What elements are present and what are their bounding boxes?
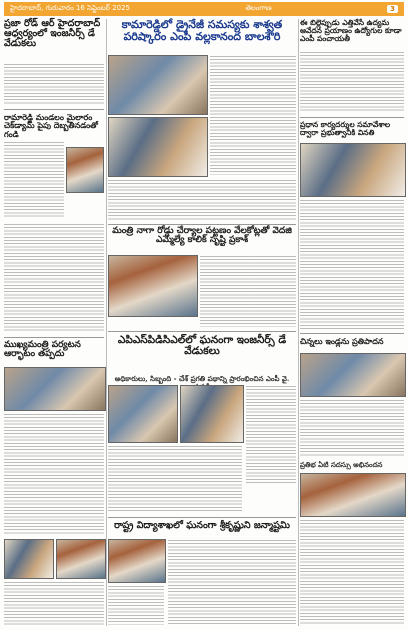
news-photo	[108, 385, 178, 443]
column-right	[300, 19, 404, 626]
headline-right-top: ఈ బిల్లెప్పుడు ఎత్తివేసే ఉద్యమ ఆవేదన ప్రయాణం ఉద్యోగుల కూడా ఎంపీ పంచాయతీ	[300, 18, 402, 43]
column-center	[108, 19, 296, 626]
article-text	[4, 141, 64, 217]
article-text	[300, 51, 404, 113]
article-text	[108, 445, 242, 513]
article-text	[300, 199, 404, 329]
article-text	[4, 63, 104, 105]
headline-drainage: కామారెడ్డిలో డ్రైనేజీ సమస్యకు శాశ్వత పరిష్కారం ఎంపీ వల్లకానంద బాలశౌరి	[121, 18, 283, 43]
news-photo	[56, 539, 106, 579]
article-text	[108, 179, 296, 221]
page-header-bar	[4, 2, 404, 16]
photo-caption: ప్రతిభ ఏటి సదస్సు అభినందన	[300, 460, 383, 469]
news-photo	[4, 367, 106, 411]
headline-minister: మంత్రి నాగా రోడ్డు చేర్యాల పట్టణం వేలకోట్లతో వెదజి ఎమ్మెల్యే కాలిక్ సృష్టి ప్రకాశ్	[112, 226, 292, 246]
divider	[4, 109, 104, 110]
article-text	[300, 399, 404, 457]
divider	[300, 117, 404, 118]
news-photo	[108, 255, 198, 317]
portrait-photo	[66, 147, 104, 193]
divider	[108, 517, 296, 518]
column-divider	[298, 19, 299, 626]
news-photo	[108, 539, 166, 583]
news-photo	[300, 473, 406, 517]
divider	[108, 224, 296, 225]
headline-secretaries: ప్రధాన కార్యదర్శుల సమావేశాల ద్వారా ప్రభుత్వానికి వినతి	[300, 120, 391, 137]
article-text	[108, 585, 164, 625]
headline-janmashtami: రాష్ట్ర విద్యాశాఖలో ఘనంగా శ్రీకృష్ణుని జన్మాష్టమి	[114, 520, 290, 531]
column-divider	[106, 19, 107, 626]
headline-houses: చిన్నలు ఇండ్లను ప్రతిపాదన	[300, 336, 384, 346]
article-text	[300, 519, 404, 625]
page-number: 3	[387, 5, 398, 13]
header-section: తెలంగాణ	[245, 4, 272, 12]
article-text	[246, 385, 296, 485]
news-photo	[180, 385, 244, 443]
article-text	[4, 223, 104, 333]
headline-cm-visit: ముఖ్యమంత్రి పర్యటన ఆర్భాటం తప్పదు	[4, 340, 81, 360]
news-photo	[108, 55, 208, 115]
headline-engineers-day: ప్రజా రోడ్ ఆర్ హైదరాబాద్ ఆధ్వర్యంలో ఇంజనీర్స్ డే వేడుకలు	[4, 18, 101, 49]
news-photo	[300, 353, 406, 397]
news-photo	[4, 539, 54, 579]
article-text	[200, 255, 296, 327]
headline-checkdam: రామారెడ్డి మండలం మైలారం చెక్‌డ్యామ్‌ పైపు దెబ్బతినడంతో గండి	[4, 112, 98, 139]
article-text	[168, 539, 296, 625]
article-text	[210, 55, 296, 175]
headline-apspdcl: ఎపిఎస్‌పిడిసిఎల్‌లో ఘనంగా ఇంజనీర్స్ డే వేడుకలు	[117, 334, 287, 358]
column-left	[4, 19, 104, 626]
article-text	[4, 413, 104, 535]
divider	[108, 331, 296, 332]
divider	[300, 333, 404, 334]
news-photo	[108, 117, 208, 177]
news-photo	[300, 143, 406, 197]
divider	[4, 337, 104, 338]
subheadline: అధికారులు, సిబ్బంది - చేశ్ ప్రగతి పథాన్ని ప్రారంభించిన ఎంపీ వై.	[114, 374, 290, 383]
header-date: హైదరాబాద్, గురువారం 16 సెప్టెంబర్ 2025	[10, 4, 130, 12]
article-text	[4, 581, 104, 625]
